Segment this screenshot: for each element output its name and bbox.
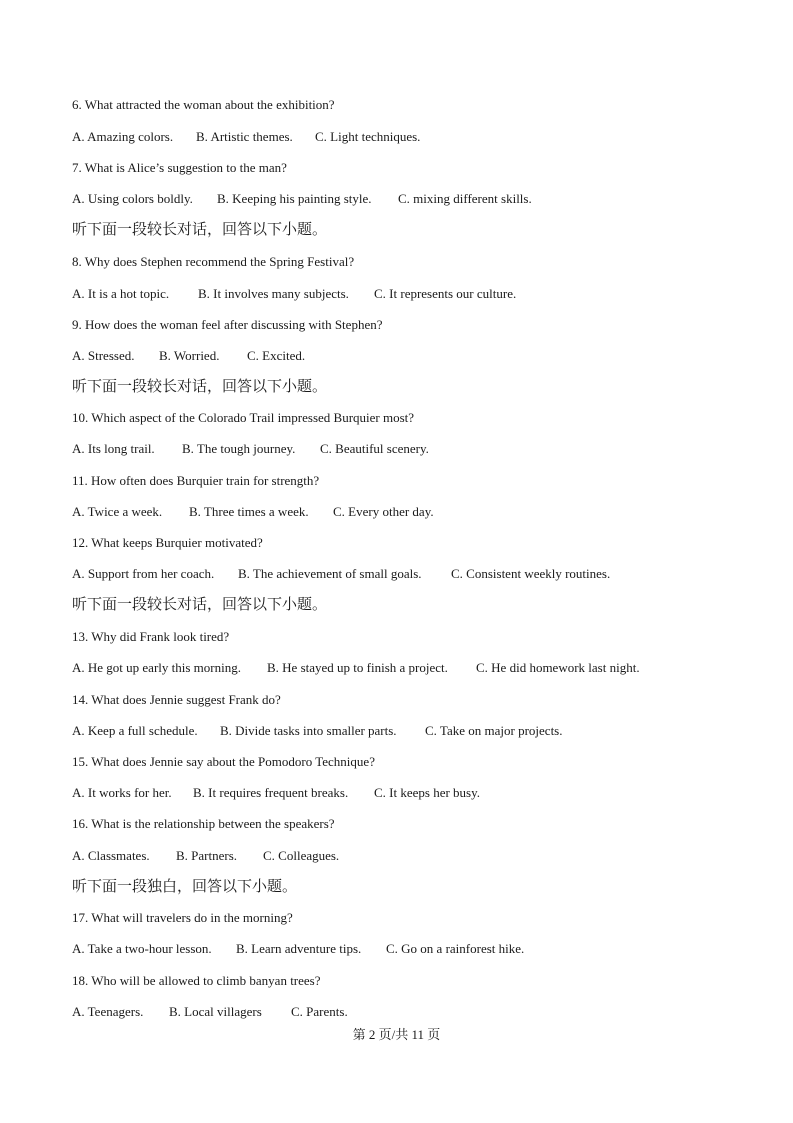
option-c: C. Beautiful scenery.	[320, 441, 429, 456]
option-a: A. He got up early this morning.	[72, 660, 241, 675]
option-c: C. Excited.	[247, 348, 306, 363]
question-13: 13. Why did Frank look tired?	[72, 629, 230, 644]
question-7: 7. What is Alice’s suggestion to the man?	[72, 160, 287, 175]
options-13	[72, 660, 640, 676]
option-a: A. It works for her.	[72, 785, 172, 800]
options-12	[72, 566, 610, 582]
option-a: A. Classmates.	[72, 848, 150, 863]
section-header: 听下面一段较长对话，回答以下小题。	[72, 595, 328, 613]
options-6	[72, 129, 420, 145]
question-16: 16. What is the relationship between the speakers?	[72, 816, 335, 831]
options-16	[72, 848, 339, 864]
option-c: C. Light techniques.	[315, 129, 421, 144]
option-b: B. Partners.	[176, 848, 238, 863]
option-b: B. Three times a week.	[189, 504, 309, 519]
option-c: C. Take on major projects.	[425, 723, 563, 738]
options-11	[72, 504, 434, 520]
option-b: B. He stayed up to finish a project.	[267, 660, 448, 675]
option-a: A. Using colors boldly.	[72, 191, 193, 206]
page-number-footer: 第 2 页/共 11 页	[352, 1027, 441, 1042]
option-c: C. It represents our culture.	[374, 286, 517, 301]
option-b: B. Keeping his painting style.	[217, 191, 372, 206]
question-6: 6. What attracted the woman about the exhibition?	[72, 97, 335, 112]
options-18	[72, 1004, 348, 1020]
option-b: B. Worried.	[159, 348, 220, 363]
question-12: 12. What keeps Burquier motivated?	[72, 535, 263, 550]
option-a: A. Stressed.	[72, 348, 135, 363]
options-17	[72, 941, 524, 957]
option-a: A. Support from her coach.	[72, 566, 215, 581]
option-c: C. Parents.	[291, 1004, 348, 1019]
question-9: 9. How does the woman feel after discussing with Stephen?	[72, 317, 383, 332]
option-a: A. Twice a week.	[72, 504, 163, 519]
option-c: C. Every other day.	[333, 504, 434, 519]
options-14	[72, 723, 562, 739]
option-b: B. Divide tasks into smaller parts.	[220, 723, 397, 738]
section-header: 听下面一段独白，回答以下小题。	[72, 877, 298, 895]
option-c: C. mixing different skills.	[398, 191, 532, 206]
option-a: A. Keep a full schedule.	[72, 723, 198, 738]
option-b: B. Local villagers	[169, 1004, 262, 1019]
option-c: C. It keeps her busy.	[374, 785, 481, 800]
options-10	[72, 441, 429, 457]
option-b: B. It requires frequent breaks.	[193, 785, 349, 800]
options-7	[72, 191, 532, 207]
option-b: B. The achievement of small goals.	[238, 566, 422, 581]
option-c: C. Go on a rainforest hike.	[386, 941, 525, 956]
question-14: 14. What does Jennie suggest Frank do?	[72, 692, 281, 707]
question-17: 17. What will travelers do in the morning?	[72, 910, 293, 925]
section-header: 听下面一段较长对话，回答以下小题。	[72, 220, 328, 238]
option-c: C. Consistent weekly routines.	[451, 566, 611, 581]
options-15	[72, 785, 480, 801]
option-b: B. The tough journey.	[182, 441, 296, 456]
options-9	[72, 348, 305, 364]
question-10: 10. Which aspect of the Colorado Trail impressed Burquier most?	[72, 410, 415, 425]
option-a: A. It is a hot topic.	[72, 286, 170, 301]
question-15: 15. What does Jennie say about the Pomodoro Technique?	[72, 754, 375, 769]
option-a: A. Its long trail.	[72, 441, 155, 456]
option-a: A. Amazing colors.	[72, 129, 174, 144]
options-8	[72, 286, 516, 302]
option-b: B. It involves many subjects.	[198, 286, 349, 301]
option-a: A. Teenagers.	[72, 1004, 144, 1019]
option-c: C. Colleagues.	[263, 848, 340, 863]
option-b: B. Learn adventure tips.	[236, 941, 362, 956]
option-a: A. Take a two-hour lesson.	[72, 941, 212, 956]
question-11: 11. How often does Burquier train for strength?	[72, 473, 320, 488]
option-b: B. Artistic themes.	[196, 129, 293, 144]
section-header: 听下面一段较长对话，回答以下小题。	[72, 377, 328, 395]
option-c: C. He did homework last night.	[476, 660, 640, 675]
question-18: 18. Who will be allowed to climb banyan trees?	[72, 973, 321, 988]
question-8: 8. Why does Stephen recommend the Spring Festival?	[72, 254, 355, 269]
